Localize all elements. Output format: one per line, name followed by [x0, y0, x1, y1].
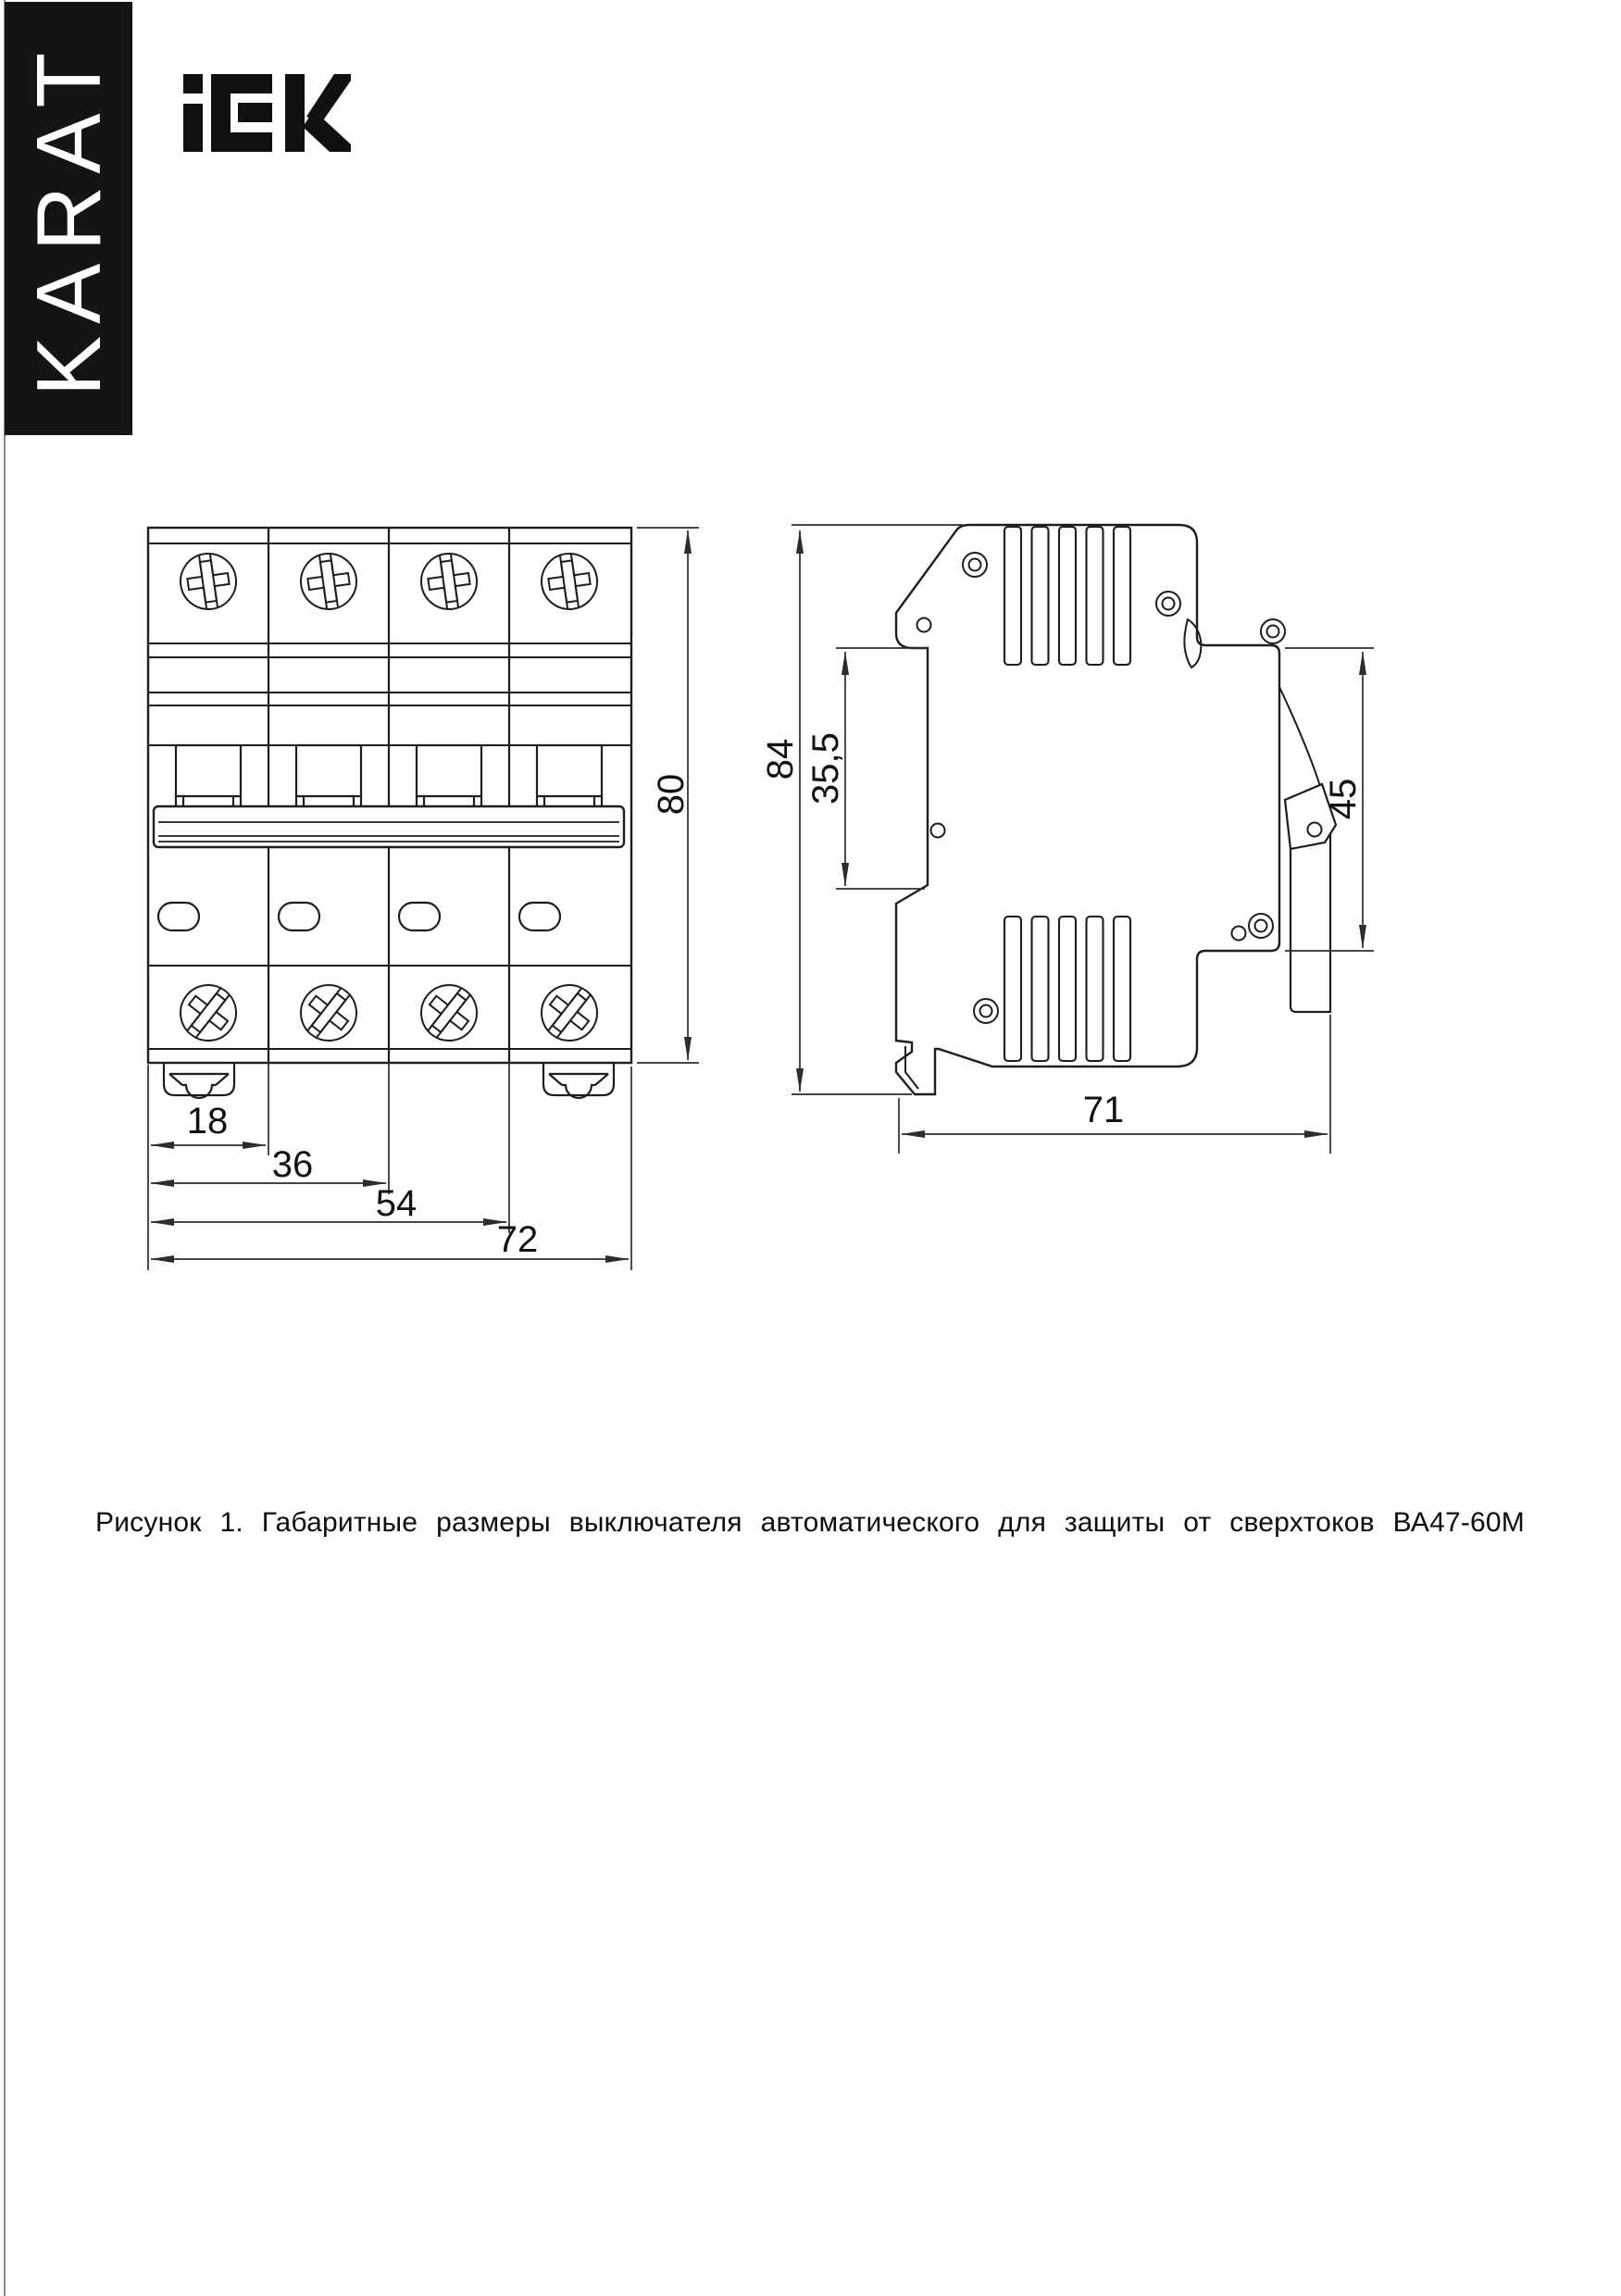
- upper-vent-fins: [1004, 527, 1130, 665]
- dim-label-72: 72: [496, 1219, 539, 1260]
- dim-label-36: 36: [271, 1144, 314, 1185]
- side-view-dimensions: [792, 525, 1374, 1154]
- side-view: [896, 525, 1336, 1094]
- front-view: [148, 528, 631, 1098]
- dim-label-35-5: 35,5: [805, 732, 846, 805]
- lower-vent-fins: [1004, 917, 1130, 1061]
- dim-label-80: 80: [651, 773, 692, 816]
- front-view-dimensions: [148, 528, 699, 1270]
- dim-label-71: 71: [1082, 1090, 1125, 1130]
- marking-windows: [158, 903, 560, 930]
- side-view-dimension-labels: [760, 732, 1364, 1130]
- figure-caption: Рисунок 1. Габаритные размеры выключателя автоматического для защиты от сверхтоков ВА47-60М: [95, 1507, 1525, 1538]
- dim-label-54: 54: [375, 1183, 418, 1224]
- dim-label-18: 18: [186, 1101, 229, 1142]
- toggle-crossbar: [154, 806, 624, 847]
- karat-banner-text: KARAT: [18, 40, 119, 397]
- dim-label-45: 45: [1323, 778, 1364, 820]
- rivets: [917, 553, 1286, 1023]
- dim-label-84: 84: [760, 738, 801, 780]
